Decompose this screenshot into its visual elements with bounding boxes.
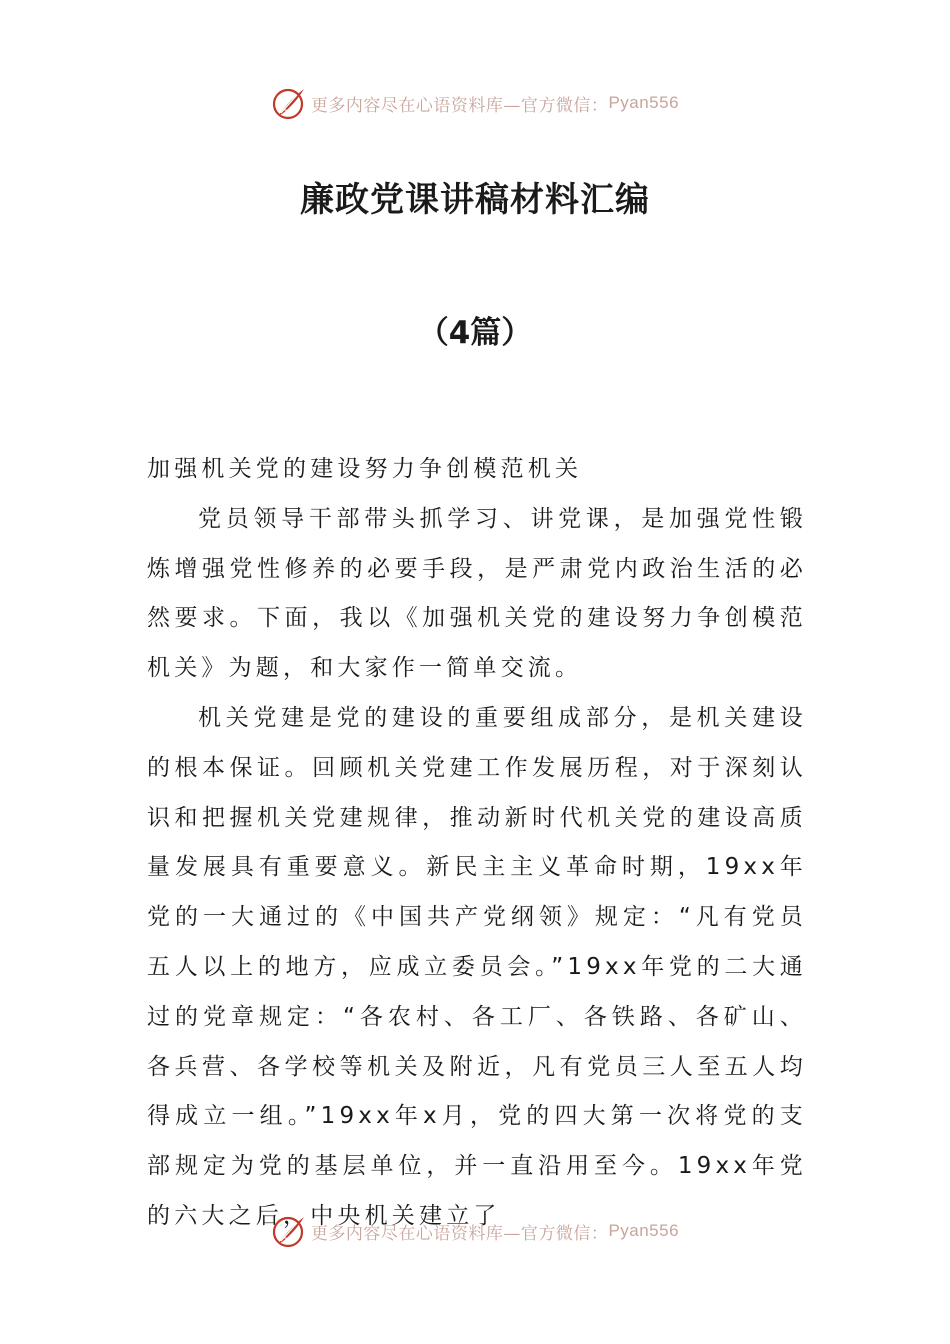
watermark-text: 更多内容尽在心语资料库—官方微信： bbox=[310, 95, 609, 116]
quill-pen-logo-icon bbox=[271, 1213, 307, 1249]
header-watermark bbox=[0, 83, 950, 123]
section-heading: 加强机关党的建设努力争创模范机关 bbox=[147, 456, 583, 482]
document-subtitle: （4篇） bbox=[417, 315, 533, 351]
paragraph: 党员领导干部带头抓学习、讲党课，是加强党性锻炼增强党性修养的必要手段，是严肃党内政治生活的必然要求。下面，我以《加强机关党的建设努力争创模范机关》为题，和大家作一简单交流。 bbox=[147, 505, 807, 682]
watermark-text: 更多内容尽在心语资料库—官方微信： bbox=[310, 1223, 609, 1244]
watermark-wechat-id: Pyan556 bbox=[608, 1221, 680, 1240]
document-title: 廉政党课讲稿材料汇编 bbox=[300, 180, 650, 220]
document-body bbox=[147, 445, 807, 1242]
footer-watermark bbox=[0, 1211, 950, 1251]
watermark-wechat-id: Pyan556 bbox=[608, 93, 680, 112]
quill-pen-logo-icon bbox=[271, 85, 307, 121]
paragraph: 机关党建是党的建设的重要组成部分，是机关建设的根本保证。回顾机关党建工作发展历程，对于深刻认识和把握机关党建规律，推动新时代机关党的建设高质量发展具有重要意义。新民主主义革命时期，19xx年党的一大通过的《中国共产党纲领》规定：“凡有党员五人以上的地方，应成立委员会。”19xx年党的二大通过的党章规定：“各农村、各工厂、各铁路、各矿山、各兵营、各学校等机关及附近，凡有党员三人至五人均得成立一组。”19xx年x月，党的四大第一次将党的支部规定为党的基层单位，并一直沿用至今。19xx年党的六大之后，中央机关建立了 bbox=[147, 704, 807, 1229]
